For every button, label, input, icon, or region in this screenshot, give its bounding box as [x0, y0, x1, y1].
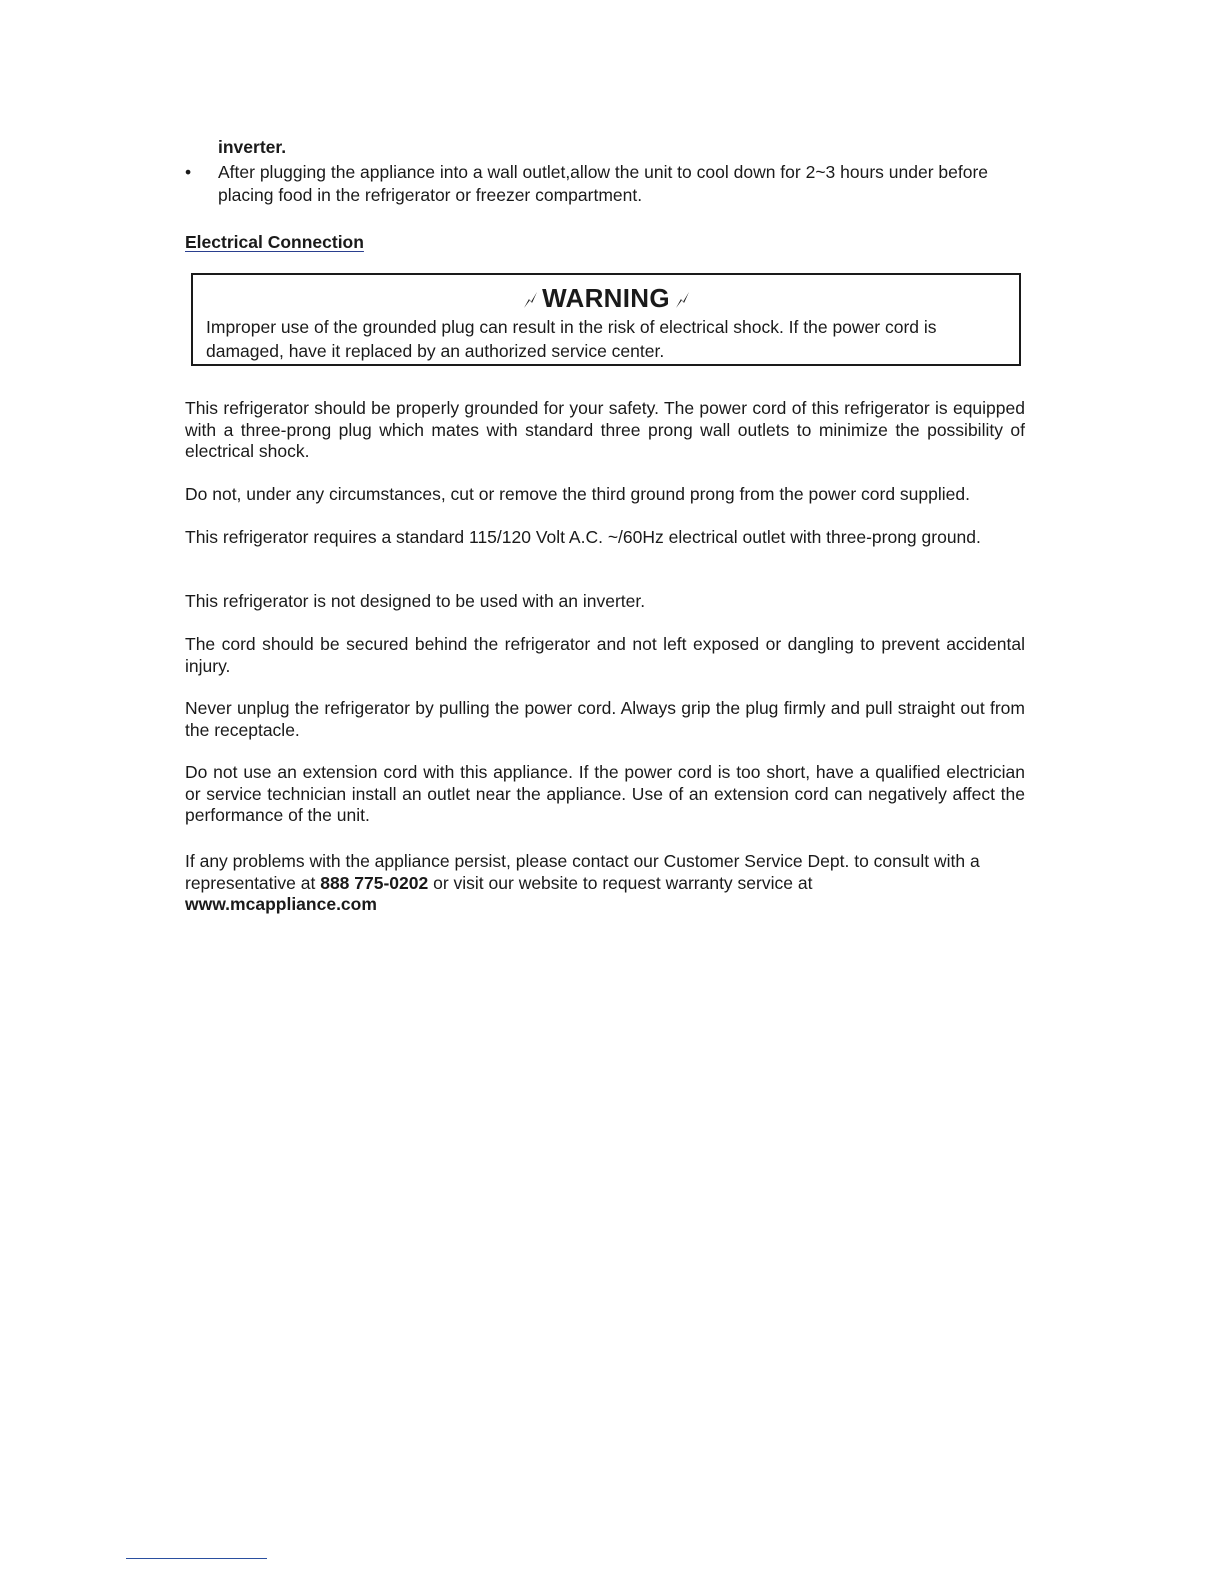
lightning-bolt-icon	[520, 290, 540, 310]
warning-title-row	[193, 283, 1019, 314]
contact-text-middle: or visit our website to request warranty service at	[428, 872, 813, 893]
continuation-text: inverter.	[218, 137, 287, 157]
paragraph-unplug: Never unplug the refrigerator by pulling the power cord. Always grip the plug firmly and pull straight out from the receptacle.	[185, 698, 1025, 740]
paragraph-inverter: This refrigerator is not designed to be used with an inverter.	[185, 591, 646, 611]
warning-box	[191, 273, 1021, 366]
phone-number: 888 775-0202	[320, 872, 429, 893]
bullet-symbol: •	[185, 162, 192, 182]
paragraph-outlet: This refrigerator requires a standard 115/120 Volt A.C. ~/60Hz electrical outlet with three-prong ground.	[185, 527, 981, 547]
contact-paragraph	[185, 851, 1025, 916]
contact-text-before: If any problems with the appliance persist, please contact our Customer Service Dept. to consult with a representative at	[185, 851, 980, 893]
bullet-text: After plugging the appliance into a wall outlet,allow the unit to cool down for 2~3 hours under before placing food in the refrigerator or freezer compartment.	[218, 162, 989, 205]
warning-title: WARNING	[542, 283, 670, 313]
paragraph-cord-secured: The cord should be secured behind the refrigerator and not left exposed or dangling to prevent accidental injury.	[185, 634, 1025, 676]
footer-rule	[126, 1558, 267, 1559]
section-heading: Electrical Connection	[185, 232, 364, 252]
lightning-bolt-icon	[672, 290, 692, 310]
warning-text: Improper use of the grounded plug can result in the risk of electrical shock. If the power cord is damaged, have it replaced by an authorized service center.	[206, 317, 937, 361]
paragraph-extension-cord: Do not use an extension cord with this appliance. If the power cord is too short, have a qualified electrician or service technician install an outlet near the appliance. Use of an extension cord can negatively affect the performance of the unit.	[185, 762, 1025, 825]
website-link[interactable]: www.mcappliance.com	[185, 894, 377, 914]
paragraph-ground-prong: Do not, under any circumstances, cut or remove the third ground prong from the power cord supplied.	[185, 484, 970, 504]
paragraph-grounding: This refrigerator should be properly grounded for your safety. The power cord of this refrigerator is equipped with a three-prong plug which mates with standard three prong wall outlets to minimize the possibility of electrical shock.	[185, 398, 1025, 461]
